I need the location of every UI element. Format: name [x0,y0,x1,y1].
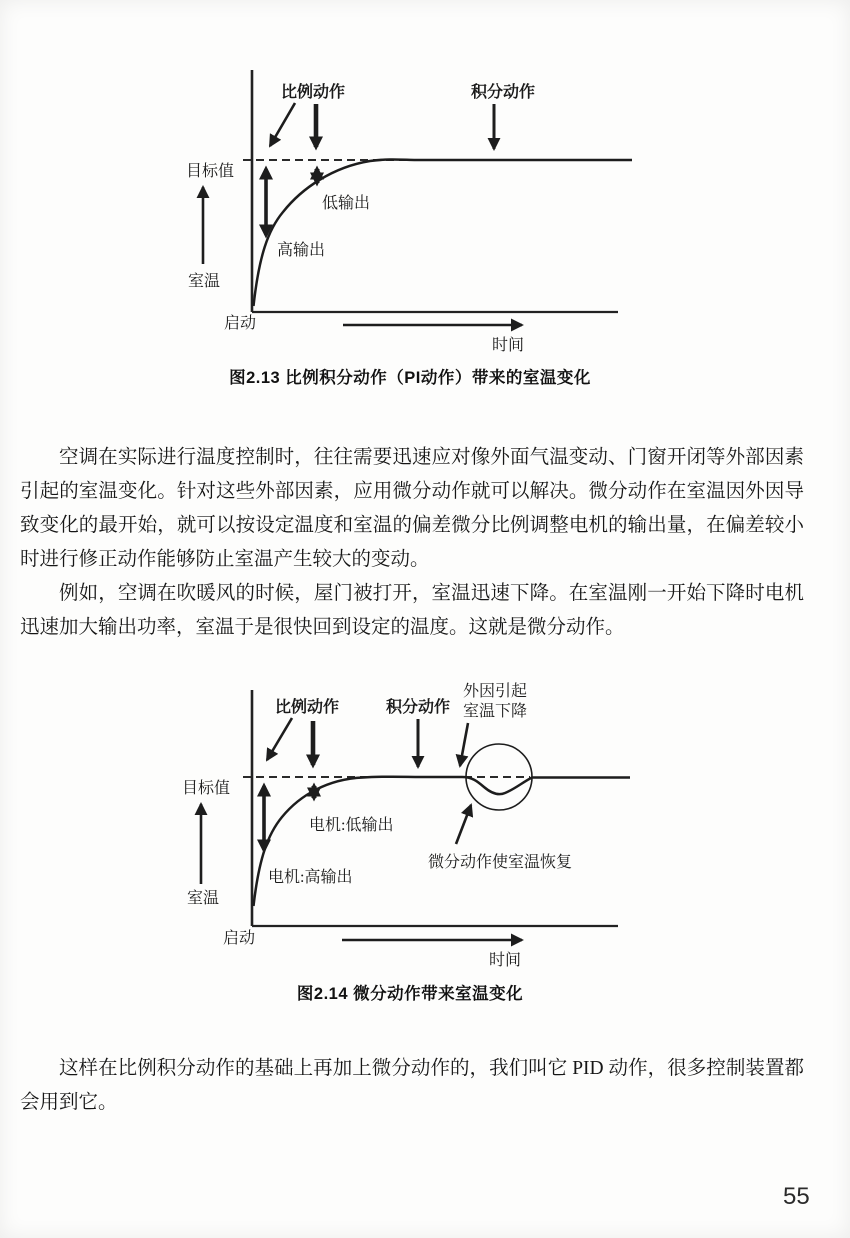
page-number: 55 [783,1183,810,1210]
motor-high-output-label: 电机:高输出 [268,869,353,886]
figure-2-13-caption: 图2.13 比例积分动作（PI动作）带来的室温变化 [229,369,591,387]
start-label: 启动 [223,315,257,332]
figure-2-14-caption: 图2.14 微分动作带来室温变化 [296,985,524,1003]
proportional-action-slanted-arrow [270,103,295,146]
external-cause-label-line1: 外因引起 [462,683,528,700]
paragraph-pid-conclusion: 这样在比例积分动作的基础上再加上微分动作的，我们叫它 PID 动作，很多控制装置都会用到它。 [20,1058,804,1113]
body-text-block-1 [20,441,804,645]
target-value-label: 目标值 [185,163,234,180]
room-temperature-curve [254,777,631,906]
room-temperature-label: 室温 [186,890,220,907]
motor-low-output-label: 电机:低输出 [309,817,394,834]
time-label: 时间 [491,337,525,354]
external-cause-label-line2: 室温下降 [462,703,528,720]
derivative-restores-label: 微分动作使室温恢复 [428,854,573,871]
figure-2-14 [170,676,650,1004]
paragraph-derivative-intro: 空调在实际进行温度控制时，往往需要迅速应对像外面气温变动、门窗开闭等外部因素引起的室温变化。针对这些外部因素，应用微分动作就可以解决。微分动作在室温因外因导致变化的最开始，就可以按设定温度和室温的偏差微分比例调整电机的输出量，在偏差较小时进行修正动作能够防止室温产生较大的变动。 [20,447,804,570]
room-temperature-curve [254,159,633,306]
proportional-action-slanted-arrow [267,718,292,760]
figure-2-13-diagram [170,60,650,362]
body-text-block-2 [20,1052,804,1120]
proportional-action-label: 比例动作 [280,84,346,101]
time-label: 时间 [488,952,522,969]
integral-action-label: 积分动作 [385,699,451,716]
derivative-restores-arrow [456,805,471,844]
room-temperature-label: 室温 [187,273,221,290]
figure-2-14-diagram [170,676,650,978]
high-output-label: 高输出 [277,242,326,259]
integral-action-label: 积分动作 [470,84,536,101]
target-value-label: 目标值 [181,780,230,797]
external-cause-arrow [460,723,468,766]
proportional-action-label: 比例动作 [274,699,340,716]
paragraph-derivative-example: 例如，空调在吹暖风的时候，屋门被打开，室温迅速下降。在室温刚一开始下降时电机迅速加大输出功率，室温于是很快回到设定的温度。这就是微分动作。 [20,583,804,638]
figure-2-13 [170,60,650,388]
low-output-label: 低输出 [322,195,371,212]
start-label: 启动 [222,930,256,947]
